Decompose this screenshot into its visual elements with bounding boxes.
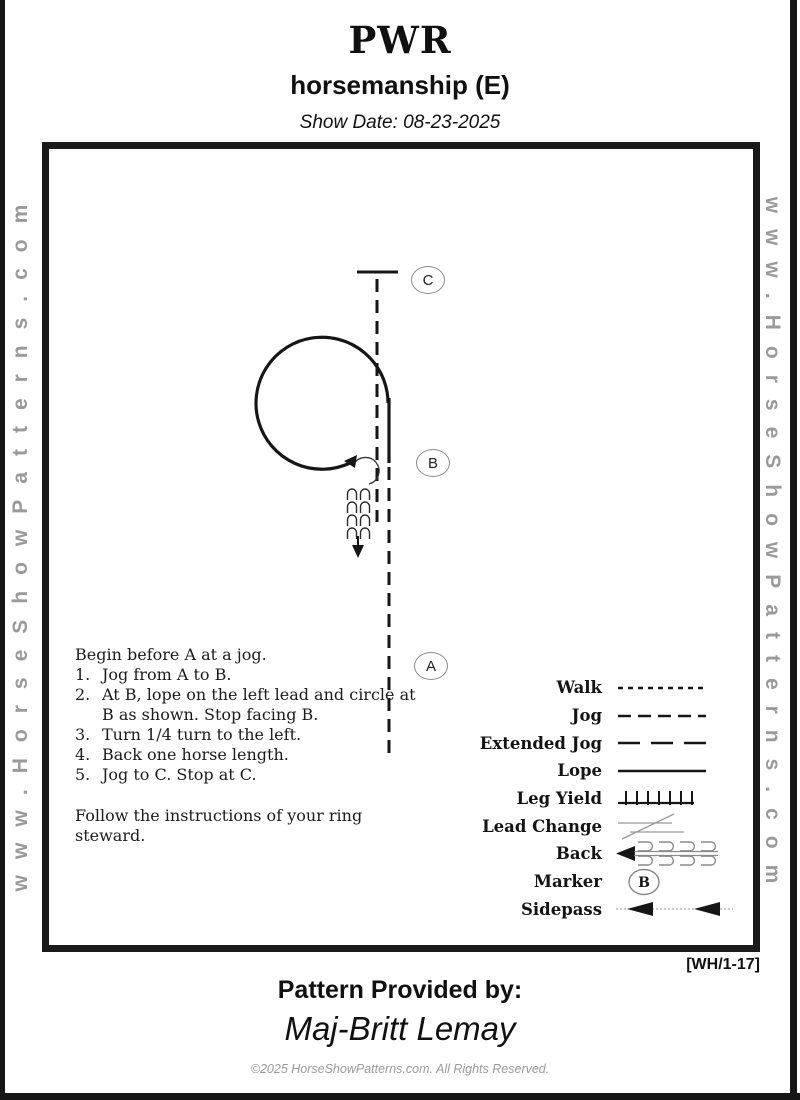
back-hoofprints [348,489,370,539]
instruction-step [75,765,427,785]
sidepass-icon [614,899,736,919]
page-edge-bottom [0,1093,800,1100]
legend-row-marker [478,868,754,896]
legend-row-extended-jog [478,729,754,757]
pattern-ref-code: [WH/1-17] [686,956,760,973]
step-number: 2. [75,685,91,704]
legend-label: Jog [571,706,602,726]
legend-label: Walk [556,678,602,698]
legend-row-sidepass [478,896,754,924]
jog-line-icon [614,706,709,726]
walk-line-icon [614,678,709,698]
legend-label: Lope [557,761,602,781]
step-text: Jog from A to B. [102,665,232,684]
instruction-step [75,745,427,765]
lope-line-icon [614,761,709,781]
legend [478,674,754,923]
lope-circle [256,337,388,469]
step-text: At B, lope on the left lead and circle at B as shown. Stop facing B. [102,685,416,724]
instructions-intro: Begin before A at a jog. [75,645,267,664]
marker-icon [614,868,709,896]
step-number: 1. [75,665,91,684]
watermark-left: www.HorseShowPatterns.com [9,188,32,892]
back-icon [614,840,726,867]
legend-row-jog [478,702,754,730]
class-subtitle: horsemanship (E) [290,70,510,100]
step-text: Back one horse length. [102,745,289,764]
lead-change-icon [614,812,709,840]
marker-b-label: B [427,454,438,472]
legend-row-lope [478,757,754,785]
page-edge-left [0,0,5,1100]
marker-c-label: C [422,271,434,289]
instructions-footer: Follow the instructions of your ring steward. [75,806,363,845]
step-text: Turn 1/4 turn to the left. [102,725,302,744]
instructions-block [75,645,427,846]
legend-row-walk [478,674,754,702]
provided-by-label: Pattern Provided by: [277,976,523,1004]
legend-row-lead-change [478,812,754,840]
legend-row-back [478,840,754,868]
marker-icon-letter: B [638,874,650,891]
legend-label: Leg Yield [516,789,602,809]
step-number: 3. [75,725,91,744]
marker-b [416,449,450,477]
show-date: Show Date: 08-23-2025 [299,112,501,133]
step-text: Jog to C. Stop at C. [102,765,257,784]
quarter-turn-arrow [354,457,379,484]
instruction-step [75,665,427,685]
legend-row-leg-yield [478,785,754,813]
legend-label: Back [555,844,602,864]
page-title: PWR [348,18,452,62]
extended-jog-line-icon [614,733,709,753]
watermark-right: www.HorseShowPatterns.com [761,196,784,900]
page-edge-right [790,0,797,1100]
step-number: 4. [75,745,91,764]
marker-c [411,266,445,294]
step-number: 5. [75,765,91,784]
back-arrowhead [352,545,364,558]
leg-yield-icon [614,788,709,810]
instruction-step [75,725,427,745]
legend-label: Lead Change [482,816,602,836]
legend-label: Extended Jog [479,733,602,753]
legend-label: Marker [533,872,602,892]
copyright-text: ©2025 HorseShowPatterns.com. All Rights Reserved. [250,1062,550,1076]
provided-by-name: Maj-Britt Lemay [284,1010,516,1047]
marker-a-label: A [425,657,436,675]
legend-label: Sidepass [520,899,602,919]
instruction-step [75,685,427,725]
